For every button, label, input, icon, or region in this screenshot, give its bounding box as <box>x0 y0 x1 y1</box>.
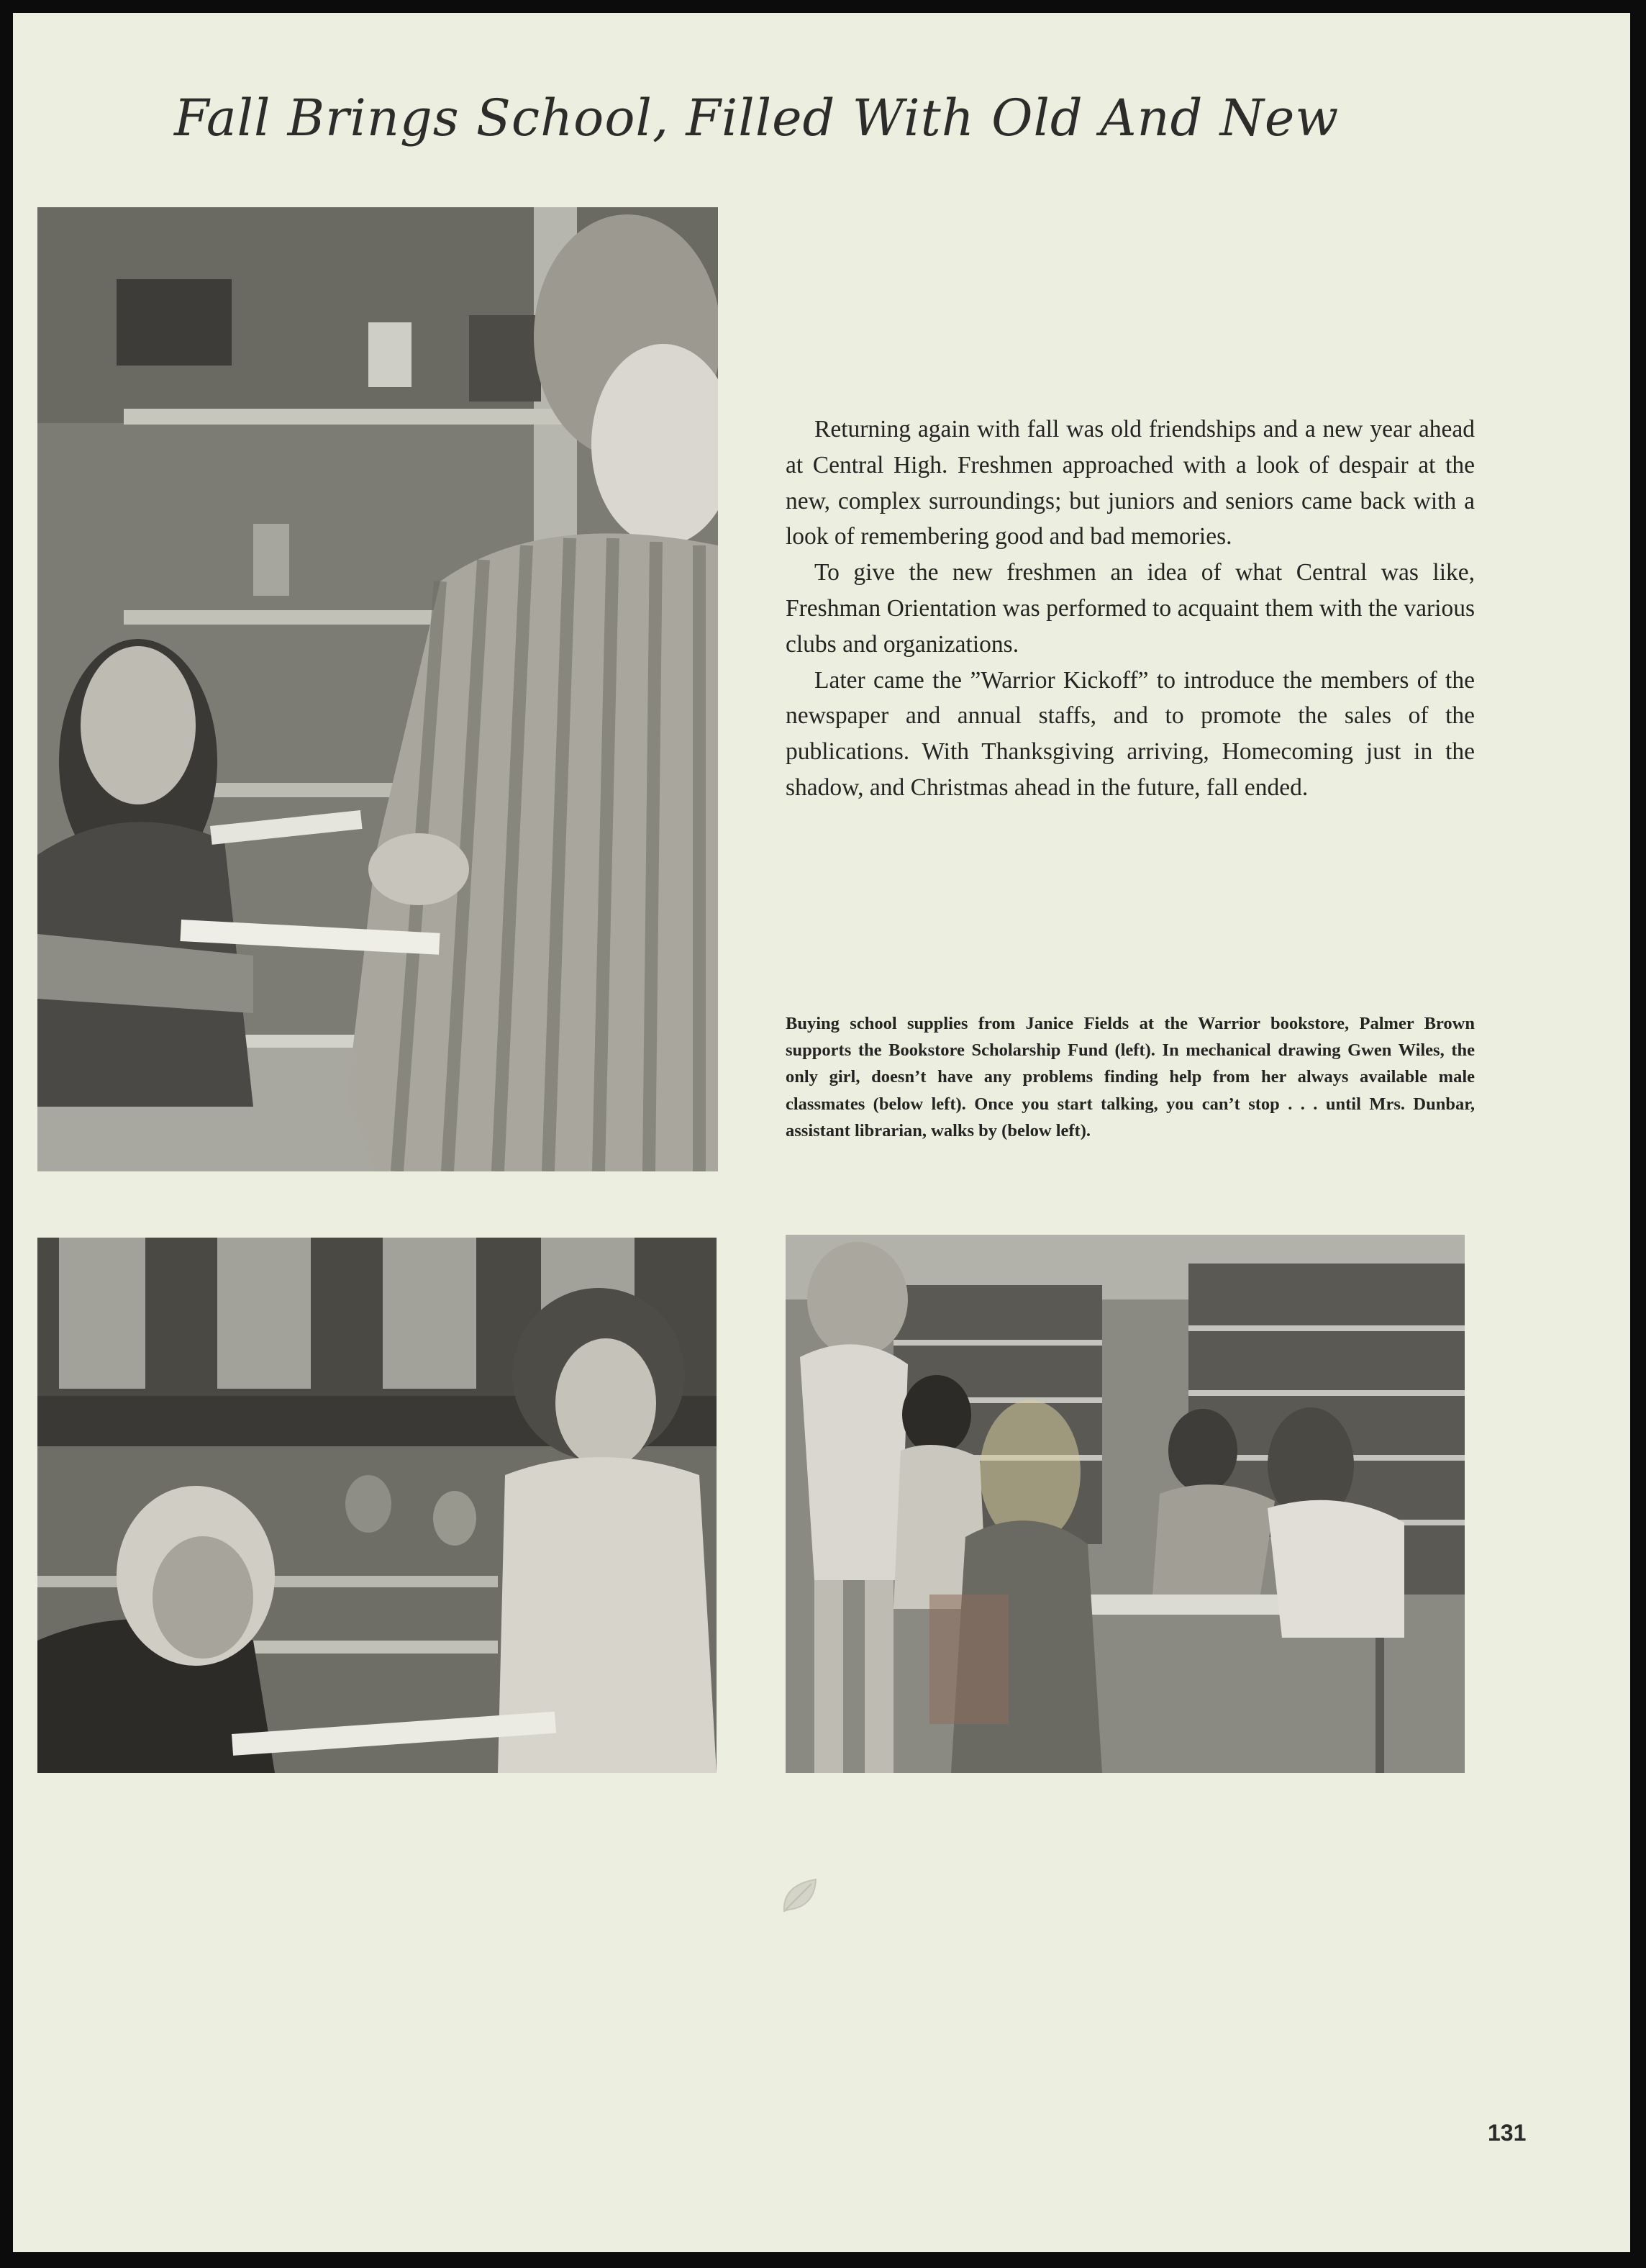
bookstore-photo <box>37 207 718 1171</box>
page-title: Fall Brings School, Filled With Old And New <box>174 89 1340 148</box>
page-number: 131 <box>1488 2120 1527 2146</box>
drafting-class-photo <box>37 1238 717 1773</box>
library-photo <box>786 1235 1465 1773</box>
article-body <box>786 412 1475 806</box>
article-paragraph: Returning again with fall was old friendships and a new year ahead at Central High. Freshmen approached with a look of despair at the new, complex surroundings; but juniors and seniors came back with a look of remembering good and bad memories. <box>786 416 1475 550</box>
photo-caption: Buying school supplies from Janice Fields at the Warrior bookstore, Palmer Brown supports the Bookstore Scholarship Fund (left). In mechanical drawing Gwen Wiles, the only girl, doesn’t have any problems finding help from her always available male classmates (below left). Once you start talking, you can’t stop . . . until Mrs. Dunbar, assistant librarian, walks by (below left). <box>786 1014 1475 1140</box>
yearbook-page <box>13 13 1630 2252</box>
article-paragraph: To give the new freshmen an idea of what Central was like, Freshman Orientation was performed to acquaint them with the various clubs and organizations. <box>786 559 1475 658</box>
article-paragraph: Later came the ”Warrior Kickoff” to introduce the members of the newspaper and annual staffs, and to promote the sales of the publications. With Thanksgiving arriving, Homecoming just in the shadow, and Christmas ahead in the future, fall ended. <box>786 666 1475 801</box>
leaf-icon <box>780 1875 820 1915</box>
